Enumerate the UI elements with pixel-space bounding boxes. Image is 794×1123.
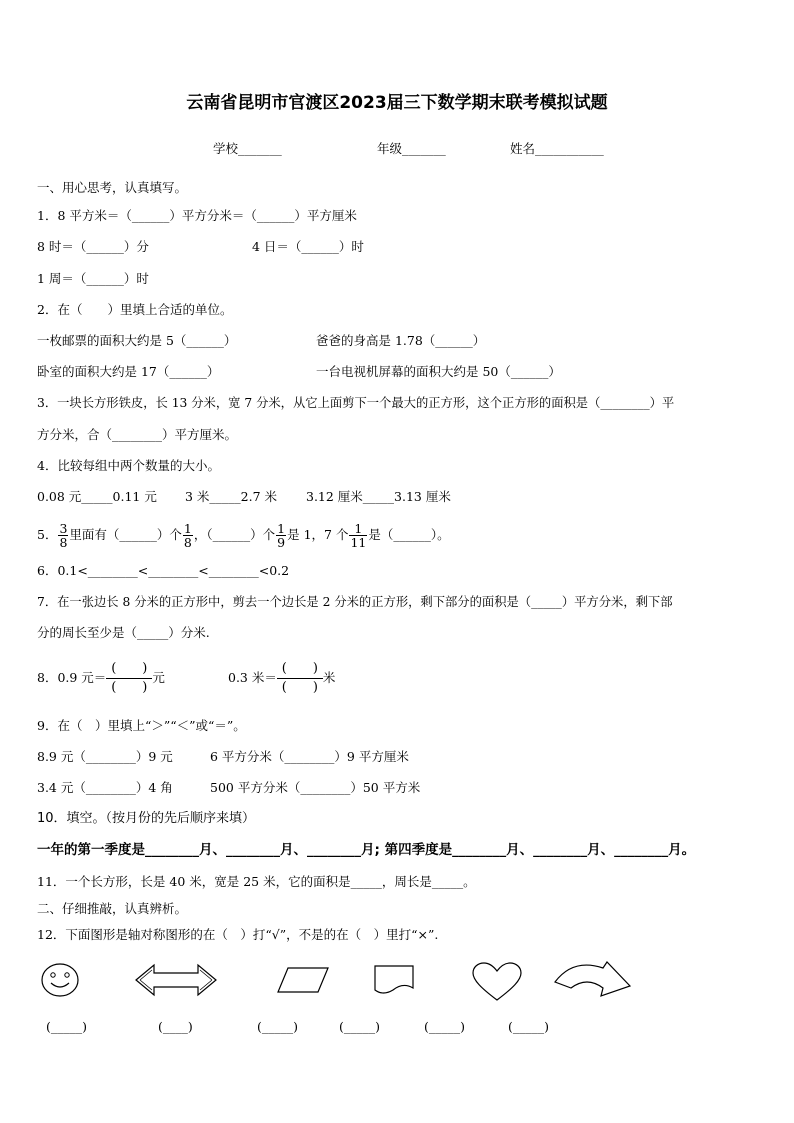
question-2c: 卧室的面积大约是 17（______）: [37, 364, 220, 379]
question-10-stem: 10．填空。（按月份的先后顺序来填）: [37, 811, 256, 826]
page-title: 云南省昆明市官渡区2023届三下数学期末联考模拟试题: [186, 93, 608, 113]
question-8b: 0.3 米＝ ( ) ( ) 米: [228, 661, 336, 695]
question-9c: 3.4 元（________）4 角: [37, 780, 173, 795]
fraction-1-9: $\frac{1}{9}$: [277, 521, 286, 550]
question-1c: 4 日＝（______）时: [252, 239, 364, 254]
question-7b: 分的周长至少是（_____）分米.: [37, 625, 210, 640]
answer-blank-5: (_____): [424, 1019, 466, 1034]
grade-field: 年级_______: [377, 141, 446, 156]
double-arrow-icon: [134, 962, 218, 998]
question-10-line: 一年的第一季度是________月、________月、________月; 第四季度是________月、________月、________月。: [37, 842, 696, 858]
name-field: 姓名___________: [510, 141, 604, 156]
question-2d: 一台电视机屏幕的面积大约是 50（______）: [316, 364, 561, 379]
section-1-heading: 一、用心思考，认真填写。: [37, 180, 188, 195]
smiley-face-icon: [40, 962, 80, 998]
question-4b: 3 米_____2.7 米: [185, 489, 278, 504]
fraction-blank-mi: ( ) ( ): [277, 660, 323, 697]
answer-blank-1: (_____): [46, 1019, 88, 1034]
question-2b: 爸爸的身高是 1.78（______）: [316, 333, 486, 348]
fraction-blank-yuan: ( ) ( ): [106, 660, 152, 697]
question-3b: 方分米，合（________）平方厘米。: [37, 427, 238, 442]
question-7a: 7．在一张边长 8 分米的正方形中，剪去一个边长是 2 分米的正方形，剩下部分的面积是（_____）平方分米，剩下部: [37, 595, 673, 609]
heart-icon: [471, 962, 523, 1002]
question-2a: 一枚邮票的面积大约是 5（______）: [37, 333, 237, 348]
question-4a: 0.08 元_____0.11 元: [37, 489, 157, 504]
question-5: 5． $\frac{3}{8}$ 里面有（______）个 $\frac{1}{8}$ ，（______）个 $\frac{1}{9}$ 是 1，7 个 $\frac{1}{11}$ 是（______）。: [37, 521, 450, 550]
question-4c: 3.12 厘米_____3.13 厘米: [306, 489, 451, 504]
question-9-stem: 9．在（ ）里填上“＞”“＜”或“＝”。: [37, 718, 246, 733]
question-9a: 8.9 元（________）9 元: [37, 749, 173, 764]
fraction-3-8: $\frac{3}{8}$: [59, 521, 68, 550]
question-6: 6．0.1<________<________<________<0.2: [37, 563, 290, 578]
question-8: 8．0.9 元＝ ( ) ( ) 元: [37, 661, 165, 695]
answer-blank-4: (_____): [339, 1019, 381, 1034]
question-11: 11．一个长方形，长是 40 米，宽是 25 米，它的面积是_____，周长是_____。: [37, 874, 476, 889]
question-2-stem: 2．在（ ）里填上合适的单位。: [37, 302, 233, 317]
fraction-1-11: $\frac{1}{11}$: [350, 521, 367, 550]
answer-blank-3: (_____): [257, 1019, 299, 1034]
section-2-heading: 二、仔细推敲，认真辨析。: [37, 901, 188, 916]
answer-blank-2: (____): [158, 1019, 193, 1034]
school-field: 学校_______: [213, 141, 282, 156]
question-1a: 1．8 平方米＝（______）平方分米＝（______）平方厘米: [37, 208, 357, 223]
answer-blank-6: (_____): [508, 1019, 550, 1034]
parallelogram-icon: [276, 966, 330, 994]
question-9b: 6 平方分米（________）9 平方厘米: [210, 749, 409, 764]
question-9d: 500 平方分米（________）50 平方米: [210, 780, 421, 795]
question-3a: 3．一块长方形铁皮，长 13 分米，宽 7 分米，从它上面剪下一个最大的正方形，这个正方形的面积是（________）平: [37, 396, 675, 410]
curved-arrow-icon: [553, 960, 633, 1000]
question-1b: 8 时＝（______）分: [37, 239, 149, 254]
question-1d: 1 周＝（______）时: [37, 271, 149, 286]
fraction-1-8: $\frac{1}{8}$: [183, 521, 192, 550]
question-4-stem: 4．比较每组中两个数量的大小。: [37, 458, 220, 473]
question-12-stem: 12．下面图形是轴对称图形的在（ ）打“√”，不是的在（ ）里打“×”.: [37, 927, 439, 942]
wavy-flag-shape-icon: [373, 964, 415, 996]
